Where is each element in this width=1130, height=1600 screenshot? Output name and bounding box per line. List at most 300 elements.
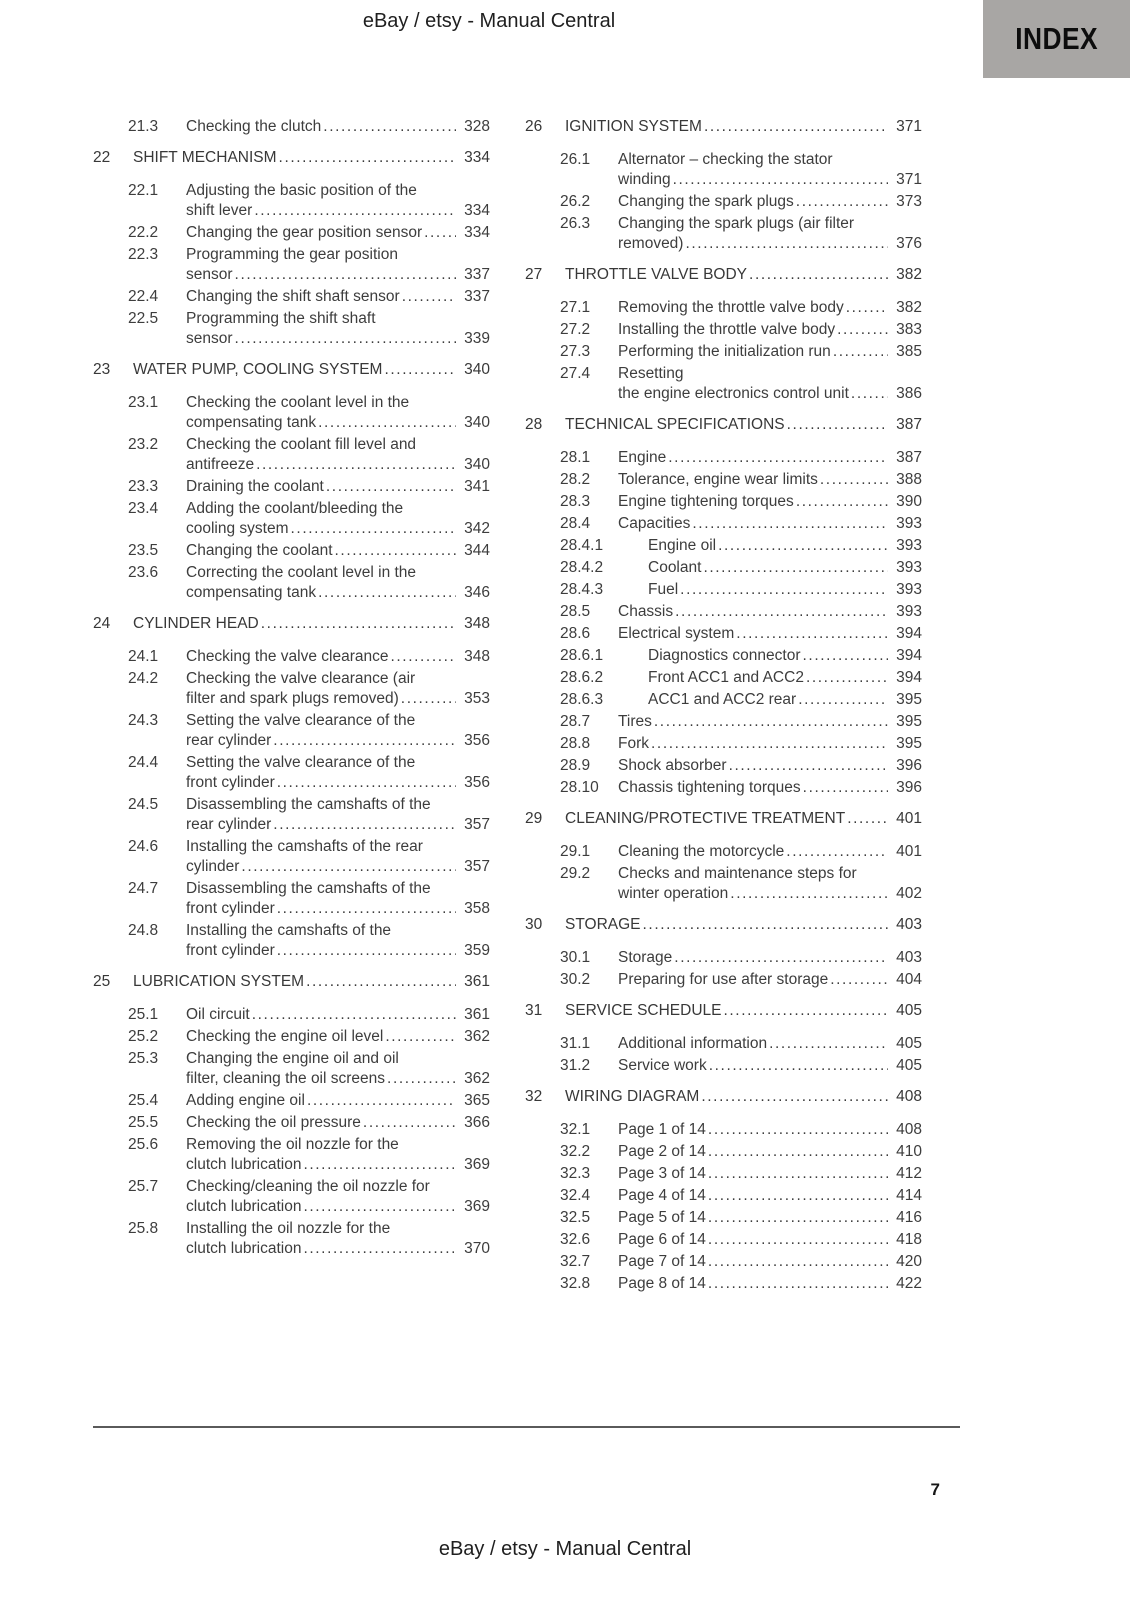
toc-entry-row[interactable]: [525, 948, 922, 968]
toc-entry-row[interactable]: [93, 753, 490, 793]
entry-number: 24: [93, 615, 111, 632]
dot-leader: [261, 614, 456, 634]
entry-leader-line: [186, 1113, 490, 1133]
toc-chapter-row[interactable]: [93, 614, 490, 634]
entry-title: front cylinder: [186, 774, 275, 791]
entry-number: 31.1: [560, 1035, 591, 1052]
entry-body: [186, 1049, 490, 1089]
entry-number: 24.1: [128, 648, 159, 665]
entry-number: 28.7: [560, 713, 591, 730]
entry-leader-line: [648, 690, 922, 710]
page-ref: 337: [464, 288, 490, 305]
toc-entry-row[interactable]: [93, 837, 490, 877]
dot-leader: [387, 1069, 456, 1089]
entry-body: [133, 360, 490, 380]
dot-leader: [846, 298, 888, 318]
entry-title-line: Correcting the coolant level in the: [186, 564, 417, 581]
entry-body: [618, 1186, 922, 1206]
entry-number: 28.4.2: [560, 559, 604, 576]
entry-body: [618, 448, 922, 468]
entry-title-line: Checking the coolant level in the: [186, 394, 410, 411]
entry-leader-line: [618, 384, 922, 404]
entry-leader-line: [186, 1155, 490, 1175]
toc-entry-row[interactable]: [93, 1219, 490, 1259]
entry-number: 23.6: [128, 564, 159, 581]
entry-number: 32: [525, 1088, 543, 1105]
toc-entry-row[interactable]: [525, 624, 922, 644]
entry-body: [186, 435, 490, 475]
page-ref: 404: [896, 971, 922, 988]
entry-body: [186, 499, 490, 539]
toc-entry-row[interactable]: [93, 541, 490, 561]
entry-leader-line: [186, 731, 490, 751]
entry-title: Shock absorber: [618, 757, 727, 774]
entry-title: Performing the initialization run: [618, 343, 831, 360]
entry-title: TECHNICAL SPECIFICATIONS: [565, 416, 785, 433]
dot-leader: [384, 360, 456, 380]
entry-title-line: Checks and maintenance steps for: [618, 865, 857, 882]
entry-leader-line: [618, 192, 922, 212]
entry-title: winter operation: [618, 885, 729, 902]
toc-chapter-row[interactable]: [525, 809, 922, 829]
page-ref: 328: [464, 118, 490, 135]
dot-leader: [335, 541, 456, 561]
toc-entry-row[interactable]: [93, 309, 490, 349]
entry-leader-line: [618, 842, 922, 862]
page-ref: 403: [896, 916, 922, 933]
entry-leader-line: [648, 646, 922, 666]
dot-leader: [307, 1091, 456, 1111]
toc-entry-row[interactable]: [525, 842, 922, 862]
page-ref: 361: [464, 1006, 490, 1023]
dot-leader: [680, 580, 888, 600]
entry-number: 26: [525, 118, 543, 135]
entry-title: Adding engine oil: [186, 1092, 305, 1109]
entry-body: [186, 921, 490, 961]
entry-body: [133, 972, 490, 992]
entry-body: [618, 778, 922, 798]
entry-body: [133, 148, 490, 168]
entry-body: [618, 492, 922, 512]
dot-leader: [708, 1120, 888, 1140]
toc-entry-row[interactable]: [93, 647, 490, 667]
entry-body: [133, 614, 490, 634]
entry-title: Preparing for use after storage: [618, 971, 829, 988]
entry-number: 32.7: [560, 1253, 591, 1270]
entry-number: 23.1: [128, 394, 159, 411]
entry-title: Page 2 of 14: [618, 1143, 706, 1160]
entry-number: 26.2: [560, 193, 591, 210]
entry-title: clutch lubrication: [186, 1240, 302, 1257]
page-ref: 408: [896, 1121, 922, 1138]
entry-title: Removing the throttle valve body: [618, 299, 844, 316]
entry-body: [186, 795, 490, 835]
toc-entry-row[interactable]: [525, 150, 922, 190]
toc-entry-row[interactable]: [93, 223, 490, 243]
entry-body: [565, 1001, 922, 1021]
entry-number: 26.1: [560, 151, 591, 168]
entry-leader-line: [186, 413, 490, 433]
entry-number: 22.3: [128, 246, 159, 263]
toc-entry-row[interactable]: [93, 435, 490, 475]
entry-number: 28.6.2: [560, 669, 604, 686]
page-ref: 390: [896, 493, 922, 510]
entry-title: Coolant: [648, 559, 702, 576]
entry-number: 25.3: [128, 1050, 159, 1067]
toc-chapter-row[interactable]: [525, 415, 922, 435]
dot-leader: [273, 731, 456, 751]
toc-entry-row[interactable]: [525, 1056, 922, 1076]
entry-leader-line: [186, 519, 490, 539]
entry-number: 28.9: [560, 757, 591, 774]
entry-body: [618, 602, 922, 622]
entry-title: compensating tank: [186, 584, 317, 601]
toc-entry-row[interactable]: [93, 393, 490, 433]
page-number: 7: [930, 1480, 940, 1499]
entry-number: 27.1: [560, 299, 591, 316]
dot-leader: [401, 689, 456, 709]
entry-leader-line: [618, 514, 922, 534]
page-ref: 393: [896, 581, 922, 598]
toc-entry-row[interactable]: [525, 1208, 922, 1228]
entry-title: sensor: [186, 266, 233, 283]
toc-entry-row[interactable]: [525, 602, 922, 622]
dot-leader: [235, 265, 456, 285]
dot-leader: [769, 1034, 888, 1054]
entry-body: [186, 563, 490, 603]
toc-entry-row[interactable]: [93, 669, 490, 709]
entry-number: 32.1: [560, 1121, 591, 1138]
entry-leader-line: [618, 1142, 922, 1162]
toc-entry-row[interactable]: [93, 1005, 490, 1025]
toc-entry-row[interactable]: [525, 514, 922, 534]
toc-entry-row[interactable]: [93, 117, 490, 137]
toc-chapter-row[interactable]: [93, 360, 490, 380]
entry-body: [618, 734, 922, 754]
entry-body: [186, 711, 490, 751]
entry-title: Fork: [618, 735, 649, 752]
entry-leader-line: [133, 148, 490, 168]
dot-leader: [708, 1208, 888, 1228]
entry-title-line: Checking the valve clearance (air: [186, 670, 416, 687]
entry-body: [618, 712, 922, 732]
toc-entry-row[interactable]: [93, 921, 490, 961]
entry-number: 23.2: [128, 436, 159, 453]
entry-number: 25: [93, 973, 111, 990]
dot-leader: [303, 1239, 456, 1259]
entry-body: [186, 223, 490, 243]
entry-body: [618, 1208, 922, 1228]
toc-entry-row[interactable]: [525, 470, 922, 490]
toc-entry-row[interactable]: [93, 1049, 490, 1089]
entry-leader-line: [618, 298, 922, 318]
entry-body: [618, 1120, 922, 1140]
toc-entry-row[interactable]: [93, 879, 490, 919]
entry-title: clutch lubrication: [186, 1198, 302, 1215]
entry-body: [618, 756, 922, 776]
entry-number: 23: [93, 361, 111, 378]
dot-leader: [651, 734, 888, 754]
entry-title: Changing the shift shaft sensor: [186, 288, 400, 305]
entry-leader-line: [186, 287, 490, 307]
toc-entry-row[interactable]: [525, 1230, 922, 1250]
dot-leader: [303, 1197, 456, 1217]
entry-title: shift lever: [186, 202, 253, 219]
entry-leader-line: [186, 1069, 490, 1089]
page-ref: 405: [896, 1035, 922, 1052]
page-ref: 418: [896, 1231, 922, 1248]
entry-body: [186, 837, 490, 877]
toc-entry-row[interactable]: [93, 181, 490, 221]
entry-body: [618, 842, 922, 862]
page-ref: 357: [464, 858, 490, 875]
toc-entry-row[interactable]: [525, 1034, 922, 1054]
toc-chapter-row[interactable]: [525, 1087, 922, 1107]
entry-number: 24.6: [128, 838, 159, 855]
toc-entry-row[interactable]: [525, 646, 922, 666]
entry-title: the engine electronics control unit: [618, 385, 849, 402]
toc-entry-row[interactable]: [525, 298, 922, 318]
page-ref: 382: [896, 266, 922, 283]
dot-leader: [254, 201, 456, 221]
entry-number: 22.2: [128, 224, 159, 241]
entry-leader-line: [186, 201, 490, 221]
toc-entry-row[interactable]: [93, 1091, 490, 1111]
page-ref: 383: [896, 321, 922, 338]
entry-title-line: Changing the spark plugs (air filter: [618, 215, 855, 232]
entry-body: [648, 646, 922, 666]
entry-number: 32.4: [560, 1187, 591, 1204]
toc-entry-row[interactable]: [525, 1142, 922, 1162]
toc-entry-row[interactable]: [525, 192, 922, 212]
page-ref: 401: [896, 810, 922, 827]
dot-leader: [326, 477, 456, 497]
entry-title: Changing the spark plugs: [618, 193, 794, 210]
page-ref: 395: [896, 735, 922, 752]
page-ref: 356: [464, 774, 490, 791]
toc-entry-row[interactable]: [525, 448, 922, 468]
dot-leader: [363, 1113, 456, 1133]
entry-leader-line: [186, 265, 490, 285]
entry-number: 27.2: [560, 321, 591, 338]
page-ref: 369: [464, 1198, 490, 1215]
toc-entry-row[interactable]: [93, 711, 490, 751]
toc-entry-row[interactable]: [93, 1135, 490, 1175]
entry-title: rear cylinder: [186, 732, 272, 749]
entry-title: Service work: [618, 1057, 707, 1074]
toc-entry-row[interactable]: [93, 477, 490, 497]
page-ref: 394: [896, 669, 922, 686]
entry-title-line: Changing the engine oil and oil: [186, 1050, 399, 1067]
dot-leader: [390, 647, 456, 667]
entry-title: clutch lubrication: [186, 1156, 302, 1173]
toc-chapter-row[interactable]: [93, 148, 490, 168]
dot-leader: [837, 320, 888, 340]
entry-title-line: Programming the shift shaft: [186, 310, 376, 327]
toc-entry-row[interactable]: [525, 1252, 922, 1272]
entry-title: Page 3 of 14: [618, 1165, 706, 1182]
toc-chapter-row[interactable]: [525, 117, 922, 137]
toc-entry-row[interactable]: [525, 1274, 922, 1294]
page-ref: 376: [896, 235, 922, 252]
entry-leader-line: [618, 1252, 922, 1272]
toc-entry-row[interactable]: [525, 734, 922, 754]
index-tab: [983, 0, 1130, 78]
page-ref: 387: [896, 416, 922, 433]
entry-leader-line: [186, 1239, 490, 1259]
entry-leader-line: [618, 1274, 922, 1294]
toc-entry-row[interactable]: [525, 580, 922, 600]
toc-entry-row[interactable]: [525, 214, 922, 254]
page-ref: 340: [464, 414, 490, 431]
entry-title: Tolerance, engine wear limits: [618, 471, 818, 488]
toc-entry-row[interactable]: [93, 795, 490, 835]
toc-entry-row[interactable]: [93, 1177, 490, 1217]
entry-title: winding: [618, 171, 671, 188]
entry-number: 22.5: [128, 310, 159, 327]
entry-title: CYLINDER HEAD: [133, 615, 259, 632]
dot-leader: [749, 265, 888, 285]
entry-title: Oil circuit: [186, 1006, 250, 1023]
page-ref: 340: [464, 456, 490, 473]
entry-body: [648, 580, 922, 600]
entry-title: STORAGE: [565, 916, 641, 933]
entry-leader-line: [648, 558, 922, 578]
page-ref: 422: [896, 1275, 922, 1292]
entry-body: [186, 753, 490, 793]
toc-entry-row[interactable]: [93, 287, 490, 307]
entry-title: Page 4 of 14: [618, 1187, 706, 1204]
page-ref: 410: [896, 1143, 922, 1160]
toc-entry-row[interactable]: [93, 1027, 490, 1047]
entry-body: [565, 117, 922, 137]
toc-entry-row[interactable]: [93, 245, 490, 285]
entry-body: [186, 647, 490, 667]
page-ref: 341: [464, 478, 490, 495]
entry-leader-line: [618, 170, 922, 190]
toc-entry-row[interactable]: [525, 712, 922, 732]
toc-entry-row[interactable]: [525, 864, 922, 904]
entry-number: 24.3: [128, 712, 159, 729]
entry-title: Storage: [618, 949, 673, 966]
page-ref: 344: [464, 542, 490, 559]
entry-title: Front ACC1 and ACC2: [648, 669, 804, 686]
entry-title-line: Installing the camshafts of the: [186, 922, 392, 939]
entry-title: Engine: [618, 449, 667, 466]
dot-leader: [796, 192, 888, 212]
entry-number: 29.2: [560, 865, 591, 882]
toc-chapter-row[interactable]: [525, 1001, 922, 1021]
entry-leader-line: [618, 778, 922, 798]
dot-leader: [833, 342, 888, 362]
toc-chapter-row[interactable]: [525, 915, 922, 935]
toc-entry-row[interactable]: [525, 342, 922, 362]
entry-body: [648, 668, 922, 688]
entry-number: 28.6.1: [560, 647, 604, 664]
entry-leader-line: [186, 773, 490, 793]
toc-entry-row[interactable]: [93, 563, 490, 603]
entry-body: [186, 393, 490, 433]
entry-leader-line: [618, 342, 922, 362]
entry-body: [186, 1135, 490, 1175]
entry-body: [618, 320, 922, 340]
toc-entry-row[interactable]: [525, 668, 922, 688]
entry-leader-line: [186, 857, 490, 877]
entry-title: Checking the engine oil level: [186, 1028, 384, 1045]
entry-body: [618, 1142, 922, 1162]
toc-entry-row[interactable]: [525, 970, 922, 990]
toc-entry-row[interactable]: [93, 499, 490, 539]
dot-leader: [277, 941, 456, 961]
toc-entry-row[interactable]: [525, 364, 922, 404]
toc-entry-row[interactable]: [525, 1164, 922, 1184]
page-ref: 386: [896, 385, 922, 402]
toc-entry-row[interactable]: [525, 778, 922, 798]
entry-leader-line: [618, 602, 922, 622]
toc-entry-row[interactable]: [525, 690, 922, 710]
toc-entry-row[interactable]: [525, 756, 922, 776]
entry-body: [618, 970, 922, 990]
dot-leader: [273, 815, 456, 835]
dot-leader: [318, 583, 456, 603]
page-ref: 401: [896, 843, 922, 860]
entry-title: antifreeze: [186, 456, 255, 473]
entry-title: Checking the oil pressure: [186, 1114, 361, 1131]
entry-leader-line: [186, 815, 490, 835]
entry-title: cooling system: [186, 520, 289, 537]
entry-number: 26.3: [560, 215, 591, 232]
toc-chapter-row[interactable]: [93, 972, 490, 992]
toc-chapter-row[interactable]: [525, 265, 922, 285]
entry-body: [186, 1027, 490, 1047]
entry-number: 32.2: [560, 1143, 591, 1160]
entry-number: 28.2: [560, 471, 591, 488]
entry-leader-line: [618, 492, 922, 512]
entry-body: [618, 948, 922, 968]
toc-entry-row[interactable]: [93, 1113, 490, 1133]
entry-title: WIRING DIAGRAM: [565, 1088, 700, 1105]
entry-number: 24.5: [128, 796, 159, 813]
dot-leader: [685, 234, 888, 254]
toc-entry-row[interactable]: [525, 1186, 922, 1206]
entry-body: [186, 245, 490, 285]
page-ref: 393: [896, 559, 922, 576]
entry-leader-line: [186, 1091, 490, 1111]
entry-leader-line: [648, 668, 922, 688]
page-ref: 366: [464, 1114, 490, 1131]
entry-number: 25.7: [128, 1178, 159, 1195]
entry-body: [186, 477, 490, 497]
toc-entry-row[interactable]: [525, 492, 922, 512]
entry-leader-line: [618, 1208, 922, 1228]
entry-title: LUBRICATION SYSTEM: [133, 973, 305, 990]
page-ref: 353: [464, 690, 490, 707]
entry-number: 25.5: [128, 1114, 159, 1131]
entry-title: IGNITION SYSTEM: [565, 118, 702, 135]
toc-entry-row[interactable]: [525, 320, 922, 340]
entry-title: compensating tank: [186, 414, 317, 431]
entry-title-line: Removing the oil nozzle for the: [186, 1136, 399, 1153]
entry-leader-line: [618, 948, 922, 968]
entry-number: 28: [525, 416, 543, 433]
entry-title-line: Installing the oil nozzle for the: [186, 1220, 391, 1237]
toc-entry-row[interactable]: [525, 558, 922, 578]
entry-number: 32.3: [560, 1165, 591, 1182]
toc-entry-row[interactable]: [525, 536, 922, 556]
toc-entry-row[interactable]: [525, 1120, 922, 1140]
entry-leader-line: [618, 1120, 922, 1140]
entry-title-line: Resetting: [618, 365, 684, 382]
